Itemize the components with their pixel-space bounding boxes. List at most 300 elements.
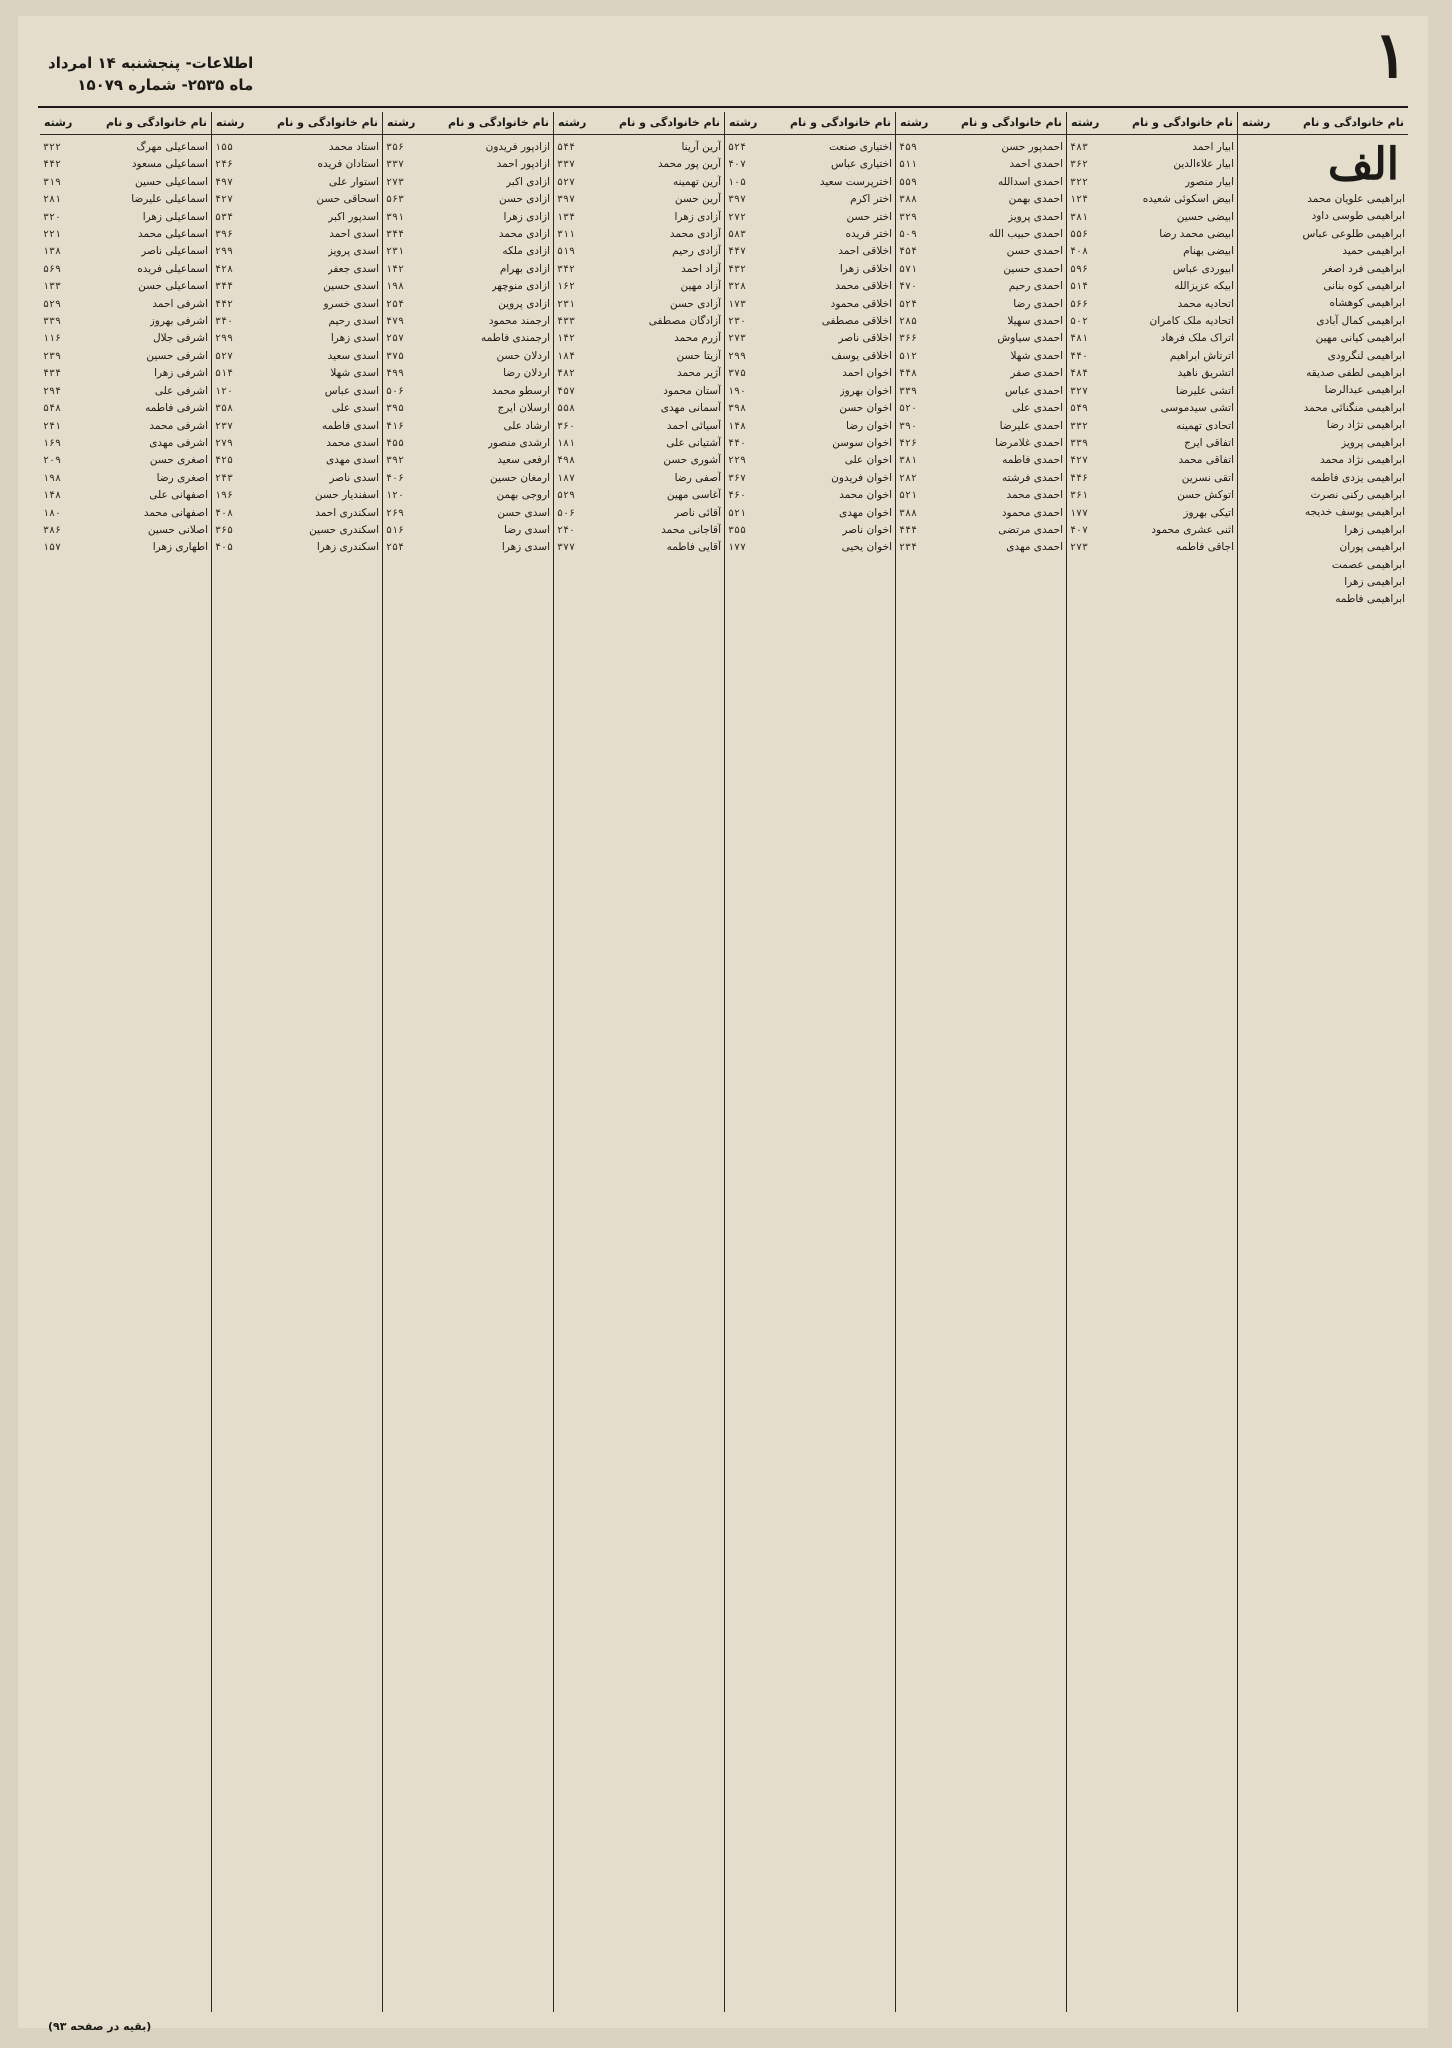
- column-header: [212, 112, 382, 135]
- list-item: [215, 296, 379, 313]
- list-item: [1070, 330, 1234, 347]
- entry-name: اسماعيلی حسين: [134, 175, 208, 188]
- entry-number: ۲۹۹: [215, 333, 234, 345]
- entry-number: ۴۴۰: [1070, 350, 1089, 362]
- entry-number: ۳۸۸: [899, 194, 918, 206]
- entry-name: اسدی زهرا: [330, 332, 379, 345]
- entry-name: اتراک ملک فرهاد: [1160, 332, 1234, 345]
- entry-name: اسدی شهلا: [330, 367, 379, 380]
- list-item: [1070, 174, 1234, 191]
- entry-name: اتفاقی ايرج: [1184, 436, 1234, 449]
- entry-name: اخلاقی مصطفی: [821, 315, 892, 328]
- entry-name: آزاد احمد: [681, 262, 721, 275]
- entry-name: اتحاديه ملک کامران: [1149, 315, 1234, 328]
- entry-number: ۳۳۷: [386, 159, 405, 171]
- entry-name: احمدی سهيلا: [1007, 315, 1063, 328]
- list-item: [557, 452, 721, 469]
- entry-number: ۵۱۱: [899, 159, 918, 171]
- entry-name: ابيض اسکوئی شعيده: [1142, 193, 1234, 206]
- entry-name: اتحاديه محمد: [1177, 297, 1234, 310]
- list-item: [899, 261, 1063, 278]
- list-item: [557, 191, 721, 208]
- entry-number: ۴۳۲: [728, 263, 747, 275]
- entry-name: ابيکه عزيزالله: [1174, 280, 1234, 293]
- entry-name: اسدی رضا: [504, 523, 550, 536]
- list-item: [728, 330, 892, 347]
- list-column: [382, 112, 553, 2012]
- entry-name: اختر فريده: [845, 228, 892, 241]
- list-item: [728, 174, 892, 191]
- list-item: [386, 174, 550, 191]
- entry-number: ۵۲۰: [899, 403, 918, 415]
- list-item: [1241, 382, 1405, 399]
- entry-number: ۱۷۷: [1070, 507, 1089, 519]
- list-item: [899, 539, 1063, 556]
- entry-number: ۵۵۸: [557, 403, 576, 415]
- list-item: [728, 505, 892, 522]
- entry-number: ۱۶۲: [557, 281, 576, 293]
- entry-number: ۳۹۷: [557, 194, 576, 206]
- entry-number: ۳۳۹: [899, 385, 918, 397]
- entry-name: اسماعيلی مسعود: [131, 158, 208, 171]
- list-item: [1070, 243, 1234, 260]
- list-item: [43, 487, 208, 504]
- entry-number: ۵۴۴: [557, 142, 576, 153]
- list-item: [557, 261, 721, 278]
- entry-name: اخلاقی محمود: [830, 297, 892, 310]
- entry-number: ۵۶۶: [1070, 298, 1089, 310]
- list-item: [899, 400, 1063, 417]
- entry-name: احمدی حسن: [1006, 245, 1063, 258]
- column-header: [896, 112, 1066, 135]
- entry-name: اسکندری زهرا: [316, 541, 379, 554]
- list-item: [386, 330, 550, 347]
- list-item: [43, 435, 208, 452]
- entry-number: ۳۵۵: [728, 524, 747, 536]
- list-item: [43, 539, 208, 556]
- entry-name: ابراهيمی عبدالرضا: [1324, 384, 1405, 397]
- entry-name: اشرفی احمد: [152, 297, 208, 310]
- list-item: [1070, 418, 1234, 435]
- entry-number: ۲۳۹: [43, 350, 62, 362]
- entry-name: ابراهيمی منگنائی محمد: [1303, 401, 1405, 414]
- entry-name: اسدی مهدی: [326, 454, 379, 467]
- entry-name: ازادی اکبر: [505, 175, 550, 188]
- entry-number: ۵۳۴: [215, 211, 234, 223]
- entry-name: ارسلان ايرج: [497, 402, 550, 415]
- page-number: ۱: [1373, 18, 1408, 93]
- list-item: [1241, 470, 1405, 487]
- entry-number: ۳۷۵: [728, 368, 747, 380]
- entry-name: آزرم محمد: [674, 332, 721, 345]
- list-item: [215, 505, 379, 522]
- entry-name: آسيائی احمد: [666, 419, 721, 432]
- list-item: [43, 278, 208, 295]
- entry-number: ۳۸۱: [1070, 211, 1089, 223]
- list-item: [1070, 505, 1234, 522]
- entry-name: اخوان حسن: [839, 402, 892, 415]
- entry-number: ۴۵۵: [386, 437, 405, 449]
- list-item: [1070, 348, 1234, 365]
- entry-name: اشرفی حسين: [146, 349, 208, 362]
- entry-number: ۵۵۹: [899, 176, 918, 188]
- entry-name: ابراهيمی پرويز: [1341, 436, 1405, 449]
- column-header-field: رشته: [387, 116, 416, 129]
- list-item: [43, 174, 208, 191]
- entry-number: ۴۵۴: [899, 246, 918, 258]
- list-item: [557, 539, 721, 556]
- list-item: [899, 348, 1063, 365]
- entry-number: ۴۰۵: [215, 542, 234, 554]
- entry-number: ۳۹۰: [899, 420, 918, 432]
- list-item: [899, 505, 1063, 522]
- entry-name: اصغری حسن: [149, 454, 208, 467]
- entry-name: اخلاقی احمد: [838, 245, 892, 258]
- list-item: [386, 505, 550, 522]
- entry-name: احمدی شهلا: [1010, 349, 1063, 362]
- entry-name: ابيار علاءالدين: [1173, 158, 1234, 171]
- entry-number: ۲۴۶: [215, 159, 234, 171]
- entry-name: احمدی فرشته: [1002, 471, 1063, 484]
- entry-number: ۵۰۹: [899, 229, 918, 241]
- entry-number: ۵۱۲: [899, 350, 918, 362]
- entry-number: ۵۱۶: [386, 524, 405, 536]
- entry-number: ۴۰۸: [215, 507, 234, 519]
- list-item: [728, 435, 892, 452]
- entry-name: اسدی حسين: [323, 280, 379, 293]
- entry-name: اشرفی فاطمه: [145, 402, 208, 415]
- entry-number: ۱۳۴: [557, 211, 576, 223]
- entry-number: ۳۹۶: [215, 229, 234, 241]
- list-item: [899, 226, 1063, 243]
- entry-number: ۴۷۰: [899, 281, 918, 293]
- entry-number: ۳۲۰: [43, 211, 62, 223]
- entry-number: ۵۶۳: [386, 194, 405, 206]
- list-item: [728, 296, 892, 313]
- entry-number: ۲۳۰: [728, 316, 747, 328]
- list-item: [899, 435, 1063, 452]
- entry-name: اتقی نسرين: [1181, 471, 1234, 484]
- entry-name: اسماعيلی فريده: [137, 262, 208, 275]
- entry-number: ۳۹۱: [386, 211, 405, 223]
- entry-name: اسدی عباس: [324, 384, 379, 397]
- entry-name: اسفنديار حسن: [314, 489, 379, 502]
- list-item: [557, 418, 721, 435]
- list-item: [1070, 435, 1234, 452]
- entry-number: ۱۷۷: [728, 542, 747, 554]
- list-item: [43, 243, 208, 260]
- list-item: [557, 226, 721, 243]
- entry-number: ۳۱۹: [43, 176, 62, 188]
- list-item: [557, 383, 721, 400]
- list-item: [1070, 400, 1234, 417]
- list-item: [1070, 226, 1234, 243]
- entry-number: ۱۹۶: [215, 490, 234, 502]
- entry-number: ۵۱۴: [1070, 281, 1089, 293]
- entry-number: ۴۲۷: [1070, 455, 1089, 467]
- entry-name: ارجمندی فاطمه: [480, 332, 550, 345]
- entry-name: اختر حسن: [846, 210, 892, 223]
- list-item: [1241, 539, 1405, 556]
- entry-name: ازادی ملکه: [502, 245, 550, 258]
- entry-number: ۳۶۰: [557, 420, 576, 432]
- issue-number: ماه ۲۵۳۵- شماره ۱۵۰۷۹: [77, 76, 254, 94]
- list-item: [899, 296, 1063, 313]
- column-header-name: نام خانوادگی و نام: [448, 116, 549, 129]
- entry-number: ۳۶۵: [215, 524, 234, 536]
- list-item: [557, 522, 721, 539]
- entry-number: ۵۲۹: [43, 298, 62, 310]
- entry-name: اسدی پرويز: [327, 245, 379, 258]
- entry-name: ابراهيمی فاطمه: [1335, 593, 1405, 606]
- column-header-field: رشته: [900, 116, 929, 129]
- entry-number: ۲۲۹: [728, 455, 747, 467]
- list-item: [1241, 435, 1405, 452]
- list-item: [386, 226, 550, 243]
- entry-number: ۵۹۶: [1070, 263, 1089, 275]
- entry-name: احمدی مهدی: [1006, 541, 1063, 554]
- list-item: [386, 156, 550, 173]
- list-item: [215, 400, 379, 417]
- column-header-name: نام خانوادگی و نام: [790, 116, 891, 129]
- entry-number: ۴۱۶: [386, 420, 405, 432]
- column-body: [383, 135, 553, 557]
- entry-name: احمدی فاطمه: [1002, 454, 1063, 467]
- entry-name: ابيضی محمد رضا: [1159, 228, 1234, 241]
- entry-name: ازادی بهرام: [499, 262, 550, 275]
- list-item: [215, 226, 379, 243]
- list-item: [43, 348, 208, 365]
- list-item: [386, 522, 550, 539]
- list-item: [215, 243, 379, 260]
- entry-name: اخوان يحيی: [841, 541, 892, 554]
- list-item: [899, 452, 1063, 469]
- entry-name: ارمغان حسين: [490, 471, 550, 484]
- entry-number: ۲۵۴: [386, 542, 405, 554]
- entry-number: ۴۰۸: [1070, 246, 1089, 258]
- entry-name: اصغری رضا: [156, 471, 208, 484]
- entry-name: اخوان محمد: [839, 489, 892, 502]
- entry-number: ۳۴۰: [215, 316, 234, 328]
- list-item: [899, 330, 1063, 347]
- list-item: [728, 383, 892, 400]
- entry-number: ۲۹۹: [215, 246, 234, 258]
- entry-name: آرين پور محمد: [658, 158, 721, 171]
- list-item: [43, 365, 208, 382]
- list-item: [43, 418, 208, 435]
- list-item: [1070, 261, 1234, 278]
- entry-name: آغاسی مهين: [666, 489, 721, 502]
- entry-name: ابراهيمی فرد اصغر: [1322, 262, 1405, 275]
- entry-name: ابراهيمی کوهشاه: [1329, 297, 1405, 310]
- list-item: [728, 470, 892, 487]
- list-item: [386, 487, 550, 504]
- entry-name: آزادی زهرا: [674, 210, 721, 223]
- column-body: [725, 135, 895, 557]
- entry-name: اسماعيلی علیرضا: [131, 193, 208, 206]
- entry-name: اشرفی محمد: [149, 419, 208, 432]
- entry-name: اسحاقی حسن: [316, 193, 379, 206]
- entry-number: ۳۲۲: [1070, 176, 1089, 188]
- list-column: [553, 112, 724, 2012]
- entry-name: ابراهيمی رکنی نصرت: [1310, 488, 1405, 501]
- entry-name: آقايی فاطمه: [666, 541, 721, 554]
- list-item: [557, 296, 721, 313]
- entry-name: ابراهيمی لنگرودی: [1327, 349, 1405, 362]
- list-item: [728, 209, 892, 226]
- column-header: [40, 112, 211, 135]
- list-item: [557, 156, 721, 173]
- list-item: [728, 487, 892, 504]
- entry-number: ۱۹۰: [728, 385, 747, 397]
- entry-number: ۵۰۶: [386, 385, 405, 397]
- entry-name: اتشی سيدموسی: [1160, 402, 1234, 415]
- entry-number: ۴۹۹: [386, 368, 405, 380]
- column-header-field: رشته: [1242, 116, 1271, 129]
- entry-number: ۳۲۸: [728, 281, 747, 293]
- entry-number: ۴۵۹: [899, 142, 918, 153]
- list-item: [43, 296, 208, 313]
- list-item: [899, 418, 1063, 435]
- entry-name: اشرفی جلال: [152, 332, 208, 345]
- column-header: [383, 112, 553, 135]
- entry-number: ۴۳۳: [557, 316, 576, 328]
- column-body: [40, 135, 211, 557]
- column-header-name: نام خانوادگی و نام: [277, 116, 378, 129]
- list-item: [1241, 261, 1405, 278]
- entry-number: ۳۶۷: [728, 472, 747, 484]
- list-item: [1070, 313, 1234, 330]
- entry-name: آزيتا حسن: [676, 349, 721, 362]
- entry-name: اخوان سوسن: [832, 436, 892, 449]
- column-header-name: نام خانوادگی و نام: [961, 116, 1062, 129]
- list-item: [215, 539, 379, 556]
- list-item: [215, 313, 379, 330]
- entry-name: ارسطو محمد: [491, 384, 550, 397]
- entry-number: ۴۴۰: [728, 437, 747, 449]
- list-item: [215, 139, 379, 156]
- entry-number: ۱۵۵: [215, 142, 234, 153]
- entry-number: ۵۶۹: [43, 263, 62, 275]
- entry-number: ۴۸۲: [557, 368, 576, 380]
- entry-number: ۱۵۷: [43, 542, 62, 554]
- list-item: [728, 278, 892, 295]
- list-item: [1241, 591, 1405, 608]
- list-item: [728, 226, 892, 243]
- list-item: [215, 174, 379, 191]
- entry-number: ۲۸۵: [899, 316, 918, 328]
- entry-name: اصفهانی محمد: [143, 506, 208, 519]
- entry-name: اتوکش حسن: [1177, 489, 1234, 502]
- entry-number: ۴۴۷: [728, 246, 747, 258]
- entry-name: احمدی محمود: [1001, 506, 1063, 519]
- entry-name: اسدی علی: [331, 402, 379, 415]
- entry-number: ۱۲۴: [1070, 194, 1089, 206]
- entry-name: ابراهيمی طوسی داود: [1311, 210, 1405, 223]
- entry-name: احمدی علیرضا: [999, 419, 1063, 432]
- entry-name: اخوان علی: [844, 454, 892, 467]
- entry-name: آزادی حسن: [670, 297, 721, 310]
- list-item: [557, 209, 721, 226]
- entry-number: ۳۸۶: [43, 524, 62, 536]
- list-item: [215, 261, 379, 278]
- entry-name: ابراهيمی کوه بنانی: [1323, 280, 1405, 293]
- entry-number: ۲۷۳: [728, 333, 747, 345]
- column-header-field: رشته: [216, 116, 245, 129]
- list-item: [215, 365, 379, 382]
- list-item: [1241, 574, 1405, 591]
- list-item: [557, 139, 721, 156]
- list-item: [1241, 243, 1405, 260]
- column-body: [896, 135, 1066, 557]
- list-item: [1070, 209, 1234, 226]
- entry-name: استادان فريده: [317, 158, 379, 171]
- entry-name: اسماعيلی محمد: [138, 228, 208, 241]
- entry-number: ۴۲۸: [215, 263, 234, 275]
- entry-number: ۲۴۱: [43, 420, 62, 432]
- entry-name: ابيار احمد: [1192, 141, 1234, 153]
- entry-name: اسدی رحيم: [328, 315, 379, 328]
- entry-name: اتشريق ناهيد: [1177, 367, 1234, 380]
- list-item: [557, 400, 721, 417]
- column-header-field: رشته: [44, 116, 73, 129]
- entry-number: ۳۹۲: [386, 455, 405, 467]
- entry-name: ارشدی منصور: [487, 436, 550, 449]
- entry-name: آشتيانی علی: [666, 436, 721, 449]
- entry-number: ۲۰۹: [43, 455, 62, 467]
- entry-name: اجاقی فاطمه: [1176, 541, 1234, 554]
- list-item: [557, 505, 721, 522]
- entry-name: ازادی زهرا: [503, 210, 550, 223]
- entry-number: ۲۹۴: [43, 385, 62, 397]
- list-item: [1070, 487, 1234, 504]
- list-item: [386, 313, 550, 330]
- list-item: [215, 348, 379, 365]
- list-item: [728, 191, 892, 208]
- entry-number: ۳۲۹: [899, 211, 918, 223]
- list-item: [43, 452, 208, 469]
- list-column: [40, 112, 211, 2012]
- list-item: [899, 487, 1063, 504]
- entry-name: ابراهيمی کيانی مهين: [1315, 332, 1405, 345]
- list-item: [1070, 278, 1234, 295]
- entry-number: ۲۳۱: [557, 298, 576, 310]
- entry-name: اترتاش ابراهيم: [1169, 349, 1234, 362]
- entry-number: ۳۶۶: [899, 333, 918, 345]
- list-item: [43, 191, 208, 208]
- newspaper-page: [18, 16, 1428, 2033]
- entry-number: ۳۳۲: [1070, 420, 1089, 432]
- entry-name: آشوری حسن: [663, 454, 721, 467]
- entry-number: ۳۵۶: [386, 142, 405, 153]
- list-item: [386, 435, 550, 452]
- entry-number: ۴۰۶: [386, 472, 405, 484]
- list-item: [1070, 383, 1234, 400]
- entry-name: آرين حسن: [674, 193, 721, 206]
- list-item: [43, 522, 208, 539]
- entry-name: اخوان بهروز: [839, 384, 892, 397]
- entry-name: اسکندری احمد: [315, 506, 379, 519]
- entry-name: ازادی حسن: [499, 193, 550, 206]
- entry-number: ۱۴۲: [557, 333, 576, 345]
- entry-number: ۵۲۷: [215, 350, 234, 362]
- entry-number: ۲۳۴: [899, 542, 918, 554]
- list-item: [899, 156, 1063, 173]
- list-item: [899, 174, 1063, 191]
- entry-number: ۵۸۳: [728, 229, 747, 241]
- entry-name: ابراهيمی يوسف خديجه: [1304, 506, 1405, 519]
- list-item: [728, 243, 892, 260]
